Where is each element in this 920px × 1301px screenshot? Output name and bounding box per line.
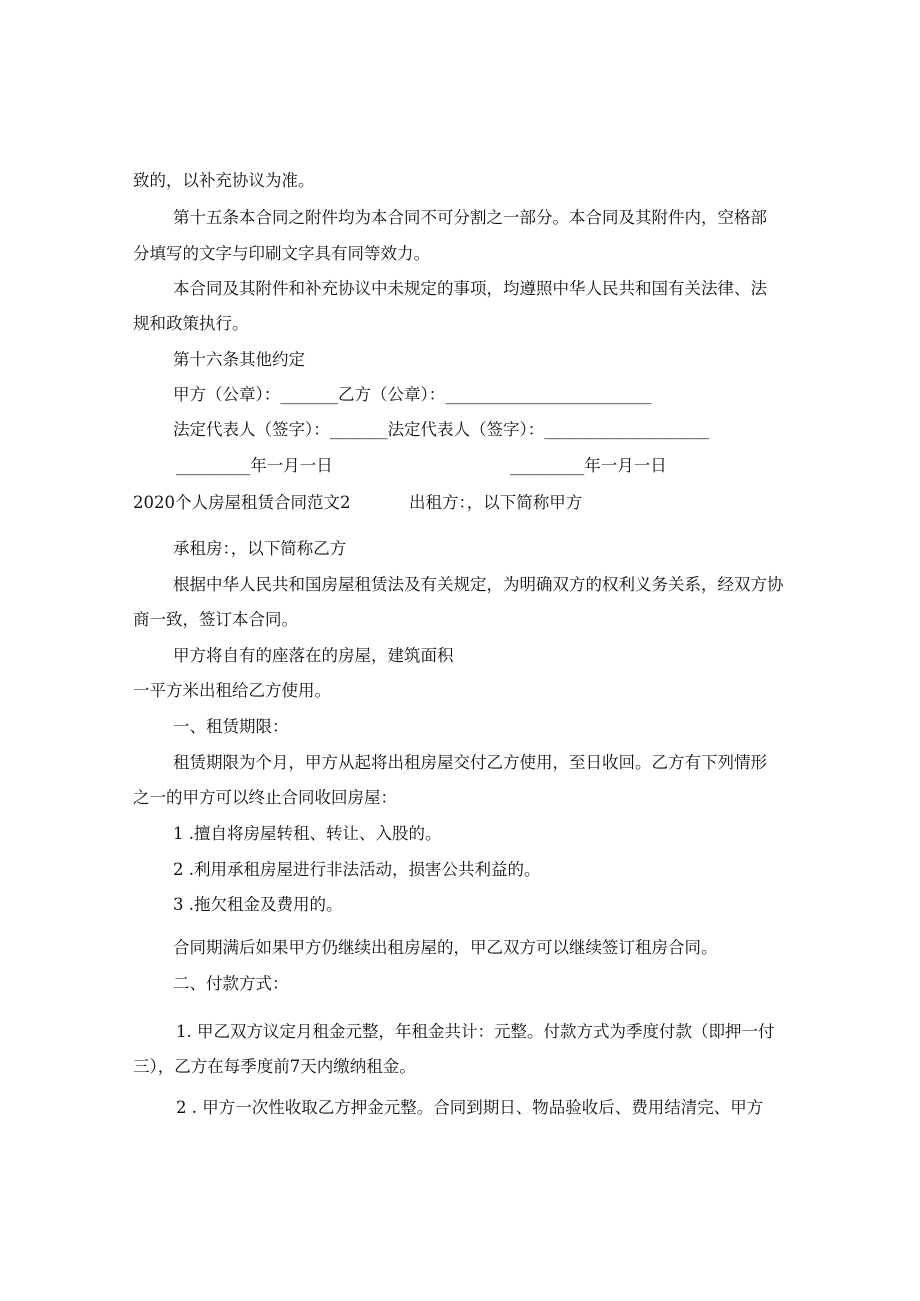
date-line-left: _________年一月一日 [176,456,333,475]
lessee-line: 承租房：，以下简称乙方 [173,539,347,558]
section-heading-term: 一、租赁期限： [173,717,289,736]
date-line-right: _________年一月一日 [510,456,667,475]
paragraph-line: 合同期满后如果甲方仍继续出租房屋的，甲乙双方可以继续签订租房合同。 [173,938,718,957]
article-15-line: 第十五条本合同之附件均为本合同不可分割之一部分。本合同及其附件内，空格部 [173,208,767,227]
paragraph-line: 致的，以补充协议为准。 [133,171,315,190]
paragraph-line: 租赁期限为个月，甲方从起将出租房屋交付乙方使用，至日收回。乙方有下列情形 [173,753,767,772]
paragraph-line: 本合同及其附件和补充协议中未规定的事项，均遵照中华人民共和国有关法律、法 [173,279,767,298]
contract-title: 2020个人房屋租赁合同范文2 [133,493,351,512]
list-item: 3 .拖欠租金及费用的。 [173,895,343,914]
paragraph-line: 分填写的文字与印刷文字具有同等效力。 [133,244,430,263]
article-16-heading: 第十六条其他约定 [173,350,305,369]
list-item: 2 .利用承租房屋进行非法活动，损害公共利益的。 [173,860,541,879]
paragraph-line: 一平方米出租给乙方使用。 [133,681,331,700]
paragraph-line: 商一致，签订本合同。 [133,610,298,629]
paragraph-line: 根据中华人民共和国房屋租赁法及有关规定，为明确双方的权利义务关系，经双方协 [173,575,784,594]
seal-line: 甲方（公章）：_______乙方（公章）：_________________________ [173,385,652,404]
lessor-line: 出租方：，以下简称甲方 [409,493,583,512]
signature-line: 法定代表人（签字）：_______法定代表人（签字）：____________________ [173,420,710,439]
paragraph-line: 甲方将自有的座落在的房屋，建筑面积 [173,646,454,665]
paragraph-line: 2 . 甲方一次性收取乙方押金元整。合同到期日、物品验收后、费用结清完、甲方 [176,1098,764,1117]
paragraph-line: 规和政策执行。 [133,314,249,333]
paragraph-line: 三），乙方在每季度前7天内缴纳租金。 [133,1057,416,1076]
list-item: 1 .擅自将房屋转租、转让、入股的。 [173,824,442,843]
section-heading-payment: 二、付款方式： [173,974,289,993]
paragraph-line: 之一的甲方可以终止合同收回房屋： [133,788,397,807]
paragraph-line: 1. 甲乙双方议定月租金元整，年租金共计：元整。付款方式为季度付款（即押一付 [176,1022,775,1041]
